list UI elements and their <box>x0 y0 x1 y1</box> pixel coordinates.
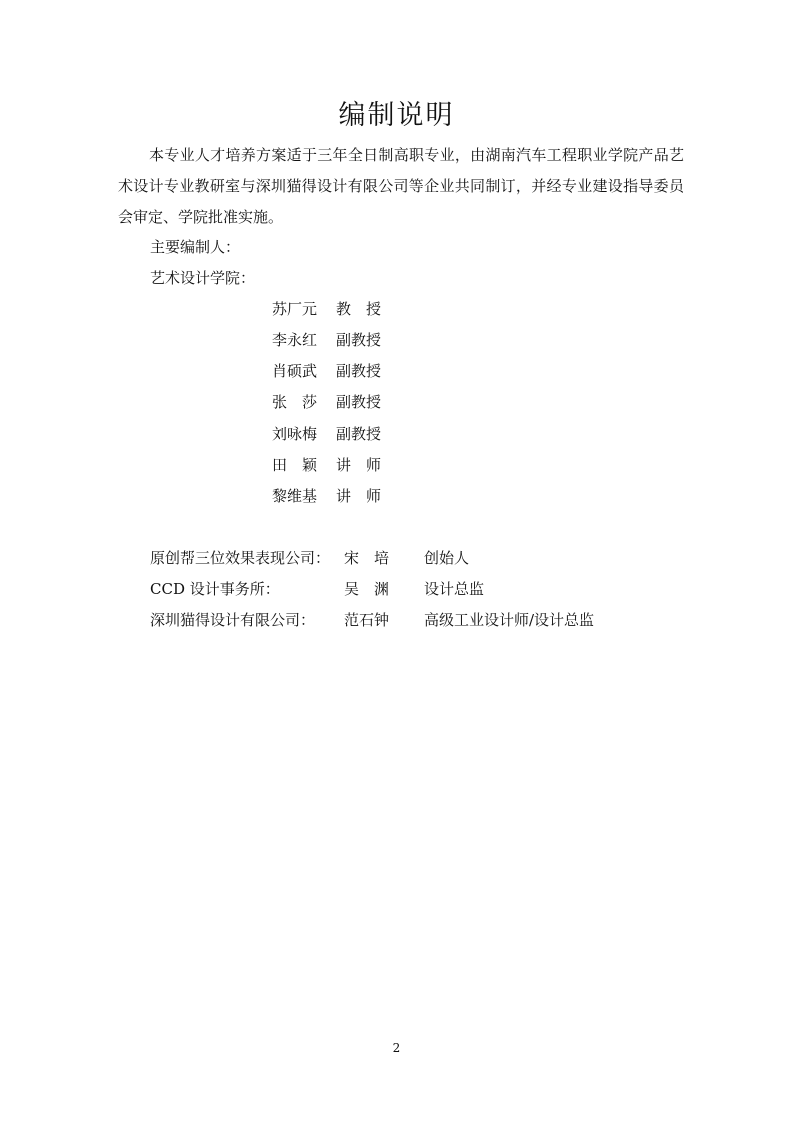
staff-title: 副教授 <box>336 331 382 349</box>
person-role: 高级工业设计师/设计总监 <box>424 611 595 629</box>
person-role: 设计总监 <box>424 580 485 598</box>
staff-title: 副教授 <box>336 362 382 380</box>
staff-row <box>0 455 793 475</box>
staff-name: 刘咏梅 <box>272 425 318 443</box>
staff-title: 讲 师 <box>336 456 382 474</box>
company-name: 原创帮三位效果表现公司： <box>150 549 331 567</box>
page-number: 2 <box>392 1041 401 1055</box>
staff-row <box>0 361 793 381</box>
staff-row <box>0 299 793 319</box>
school-label: 艺术设计学院： <box>150 269 256 287</box>
person-name: 范石钟 <box>344 611 390 629</box>
staff-name: 李永红 <box>272 331 318 349</box>
staff-name: 肖硕武 <box>272 362 318 380</box>
staff-title: 副教授 <box>336 393 382 411</box>
staff-row <box>0 392 793 412</box>
staff-title: 副教授 <box>336 425 382 443</box>
main-editors-label: 主要编制人： <box>150 238 241 256</box>
person-name: 宋 培 <box>344 549 390 567</box>
intro-paragraph: 本专业人才培养方案适于三年全日制高职专业，由湖南汽车工程职业学院产品艺术设计专业教研室与深圳猫得设计有限公司等企业共同制订，并经专业建设指导委员会审定、学院批准实施。 <box>118 146 684 226</box>
staff-name: 黎维基 <box>272 487 318 505</box>
company-row <box>0 610 793 630</box>
staff-name: 田 颖 <box>272 456 318 474</box>
staff-row <box>0 486 793 506</box>
staff-row <box>0 424 793 444</box>
company-name: 深圳猫得设计有限公司： <box>150 611 316 629</box>
staff-row <box>0 330 793 350</box>
company-row <box>0 548 793 568</box>
person-role: 创始人 <box>424 549 470 567</box>
page-title: 编制说明 <box>338 100 455 131</box>
staff-title: 讲 师 <box>336 487 382 505</box>
person-name: 吴 渊 <box>344 580 390 598</box>
company-name: CCD 设计事务所： <box>150 580 280 598</box>
staff-name: 张 莎 <box>272 393 318 411</box>
staff-name: 苏厂元 <box>272 300 318 318</box>
company-row <box>0 579 793 599</box>
staff-title: 教 授 <box>336 300 382 318</box>
